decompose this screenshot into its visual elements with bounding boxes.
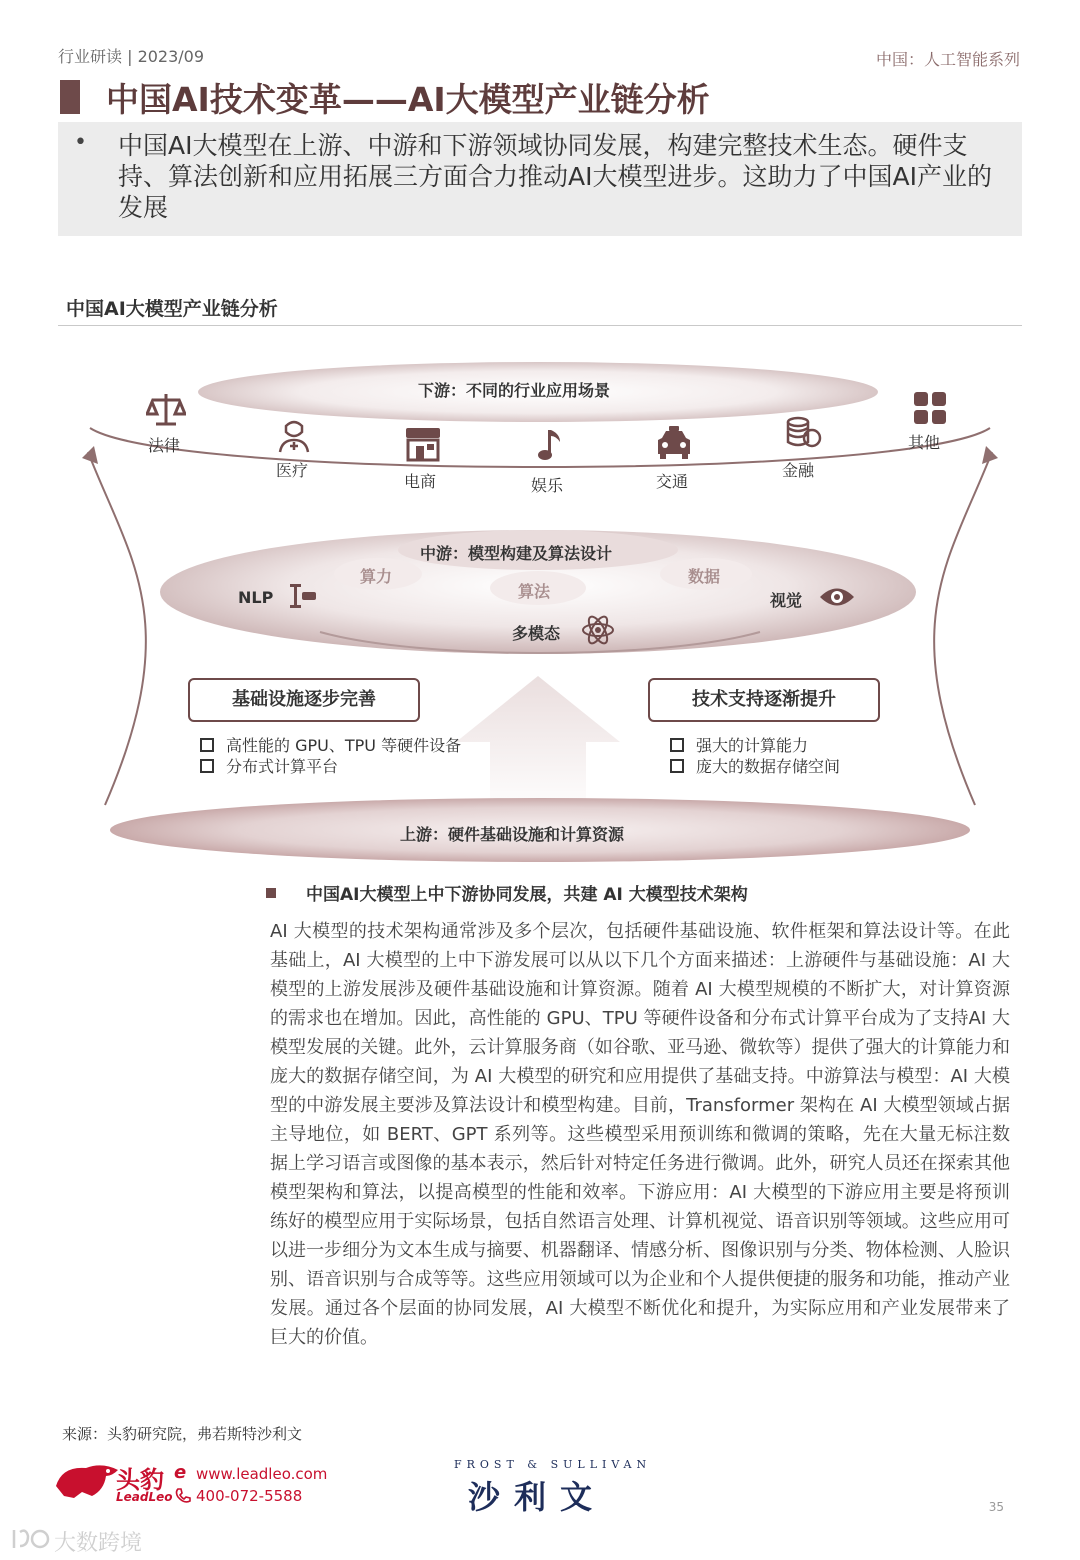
vision-label: 视觉 (770, 591, 803, 610)
data-label: 数据 (688, 567, 721, 586)
industry-law: 法律 (148, 436, 181, 455)
header-left: 行业研读 | 2023/09 (58, 47, 205, 66)
industry-other: 其他 (908, 433, 941, 452)
doctor-icon (274, 416, 314, 456)
checkbox-icon (200, 738, 214, 752)
midstream-label: 中游：模型构建及算法设计 (420, 544, 613, 563)
infrastructure-box: 基础设施逐步完善 (188, 678, 420, 722)
left-funnel-line (88, 452, 146, 805)
checkbox-icon (670, 759, 684, 773)
phone-number: 400-072-5588 (196, 1487, 303, 1505)
industry-entertainment: 娱乐 (531, 476, 564, 495)
phone-icon (174, 1487, 192, 1505)
logo-en: LeadLeo (116, 1490, 173, 1504)
logo-cn: 头豹 (116, 1466, 164, 1494)
infrastructure-item-1: 高性能的 GPU、TPU 等硬件设备 (200, 733, 461, 756)
tech-support-item-1: 强大的计算能力 (670, 733, 808, 756)
tech-support-box: 技术支持逐渐提升 (648, 678, 880, 722)
tech-support-item-2: 庞大的数据存储空间 (670, 754, 840, 777)
industry-healthcare: 医疗 (276, 461, 309, 480)
industry-finance: 金融 (782, 461, 815, 480)
section-heading: 中国AI大模型上中下游协同发展，共建 AI 大模型技术架构 (266, 880, 748, 905)
grid-icon (910, 388, 950, 428)
industry-transport: 交通 (656, 472, 689, 491)
nlp-cursor-icon (288, 580, 320, 612)
website-link[interactable]: www.leadleo.com (196, 1465, 328, 1483)
leopard-logo-icon (52, 1456, 122, 1502)
music-note-icon (530, 426, 570, 466)
partner-cn: 沙利文 (468, 1478, 607, 1516)
nlp-label: NLP (238, 588, 274, 607)
header-right: 中国：人工智能系列 (875, 50, 1020, 69)
upward-arrow (456, 676, 620, 815)
svg-text:e: e (174, 1462, 187, 1482)
scales-icon (146, 390, 186, 430)
industry-ecommerce: 电商 (404, 472, 437, 491)
algorithm-label: 算法 (518, 582, 551, 601)
atom-icon (580, 612, 616, 648)
left-arrowhead (82, 446, 98, 464)
summary-text: 中国AI大模型在上游、中游和下游领域协同发展，构建完整技术生态。硬件支持、算法创新和应用拓展三方面合力推动AI大模型进步。这助力了中国AI产业的发展 (118, 131, 992, 222)
upstream-label: 上游：硬件基础设施和计算资源 (400, 825, 625, 844)
e-web-icon (172, 1462, 192, 1482)
square-bullet-icon (266, 888, 276, 898)
coins-icon (782, 414, 822, 454)
partner-en: FROST & SULLIVAN (454, 1458, 652, 1471)
checkbox-icon (200, 759, 214, 773)
storefront-icon (403, 424, 443, 464)
right-arrowhead (982, 446, 998, 464)
multimodal-label: 多模态 (512, 624, 561, 643)
eye-icon (818, 582, 856, 612)
page-number: 35 (988, 1500, 1004, 1514)
infrastructure-item-2: 分布式计算平台 (200, 754, 338, 777)
downstream-label: 下游：不同的行业应用场景 (418, 381, 611, 400)
source-note: 来源：头豹研究院，弗若斯特沙利文 (62, 1425, 303, 1443)
watermark-text: 大数跨境 (54, 1531, 143, 1556)
right-funnel-line (934, 452, 992, 805)
checkbox-icon (670, 738, 684, 752)
page-title: 中国AI技术变革——AI大模型产业链分析 (106, 80, 710, 119)
car-icon (654, 424, 694, 464)
watermark-logo-icon (10, 1526, 50, 1552)
section-body: AI 大模型的技术架构通常涉及多个层次，包括硬件基础设施、软件框架和算法设计等。在此基础上，AI 大模型的上中下游发展可以从以下几个方面来描述：上游硬件与基础设施：AI 大模型的上游发展涉及硬件基础设施和计算资源。随着 AI 大模型规模的不断扩大，对计算资源的需求也在增加。因此，高性能的 GPU、TPU 等硬件设备和分布式计算平台成为了支持AI 大模型发展的关键。此外，云计算服务商（如谷歌、亚马逊、微软等）提供了强大的计算能力和庞大的数据存储空间，为 AI 大模型的研究和应用提供了基础支持。中游算法与模型：AI 大模型的中游发展主要涉及算法设计和模型构建。目前，Transformer 架构在 AI 大模型领域占据主导地位，如 BERT、GPT 系列等。这些模型采用预训练和微调的策略，先在大量无标注数据上学习语言或图像的基本表示，然后针对特定任务进行微调。此外，研究人员还在探索其他模型架构和算法，以提高模型的性能和效率。下游应用：AI 大模型的下游应用主要是将预训练好的模型应用于实际场景，包括自然语言处理、计算机视觉、语音识别等领域。这些应用可以进一步细分为文本生成与摘要、机器翻译、情感分析、图像识别与分类、物体检测、人脸识别、语音识别与合成等等。这些应用领域可以为企业和个人提供便捷的服务和功能，推动产业发展。通过各个层面的协同发展，AI 大模型不断优化和提升，为实际应用和产业发展带来了巨大的价值。 (270, 921, 1010, 1348)
compute-label: 算力 (360, 567, 393, 586)
chart-title: 中国AI大模型产业链分析 (66, 298, 278, 320)
summary-bullet: • (74, 130, 87, 155)
